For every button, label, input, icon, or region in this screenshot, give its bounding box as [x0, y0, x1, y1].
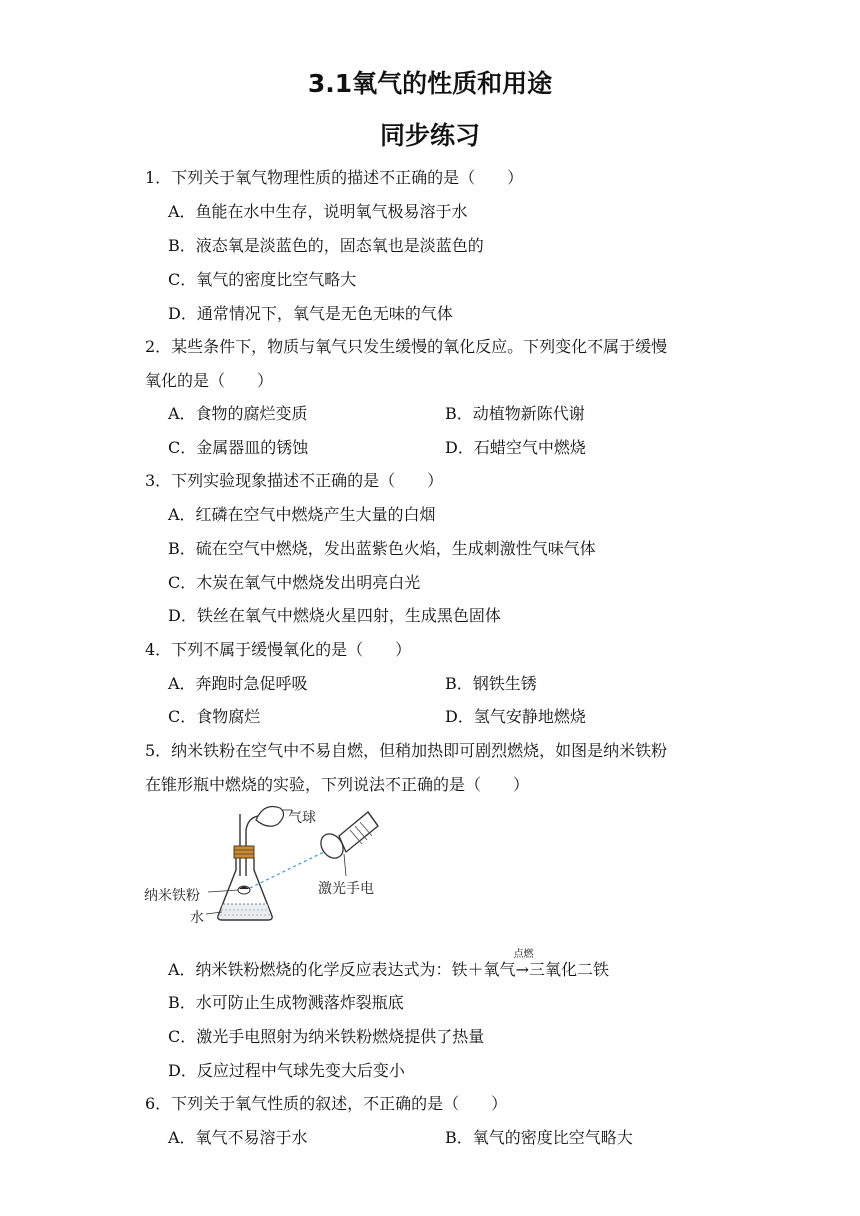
question-5-option-d: D．反应过程中气球先变大后变小	[168, 1061, 405, 1080]
question-1-option-b: B．液态氧是淡蓝色的，固态氧也是淡蓝色的	[168, 236, 484, 255]
iron-powder-label: 纳米铁粉	[144, 888, 200, 904]
question-5-option-b: B．水可防止生成物溅落炸裂瓶底	[168, 993, 404, 1012]
experiment-figure	[140, 800, 410, 928]
question-5-option-a	[168, 949, 609, 980]
question-5-stem-line2: 在锥形瓶中燃烧的实验，下列说法不正确的是（ ）	[145, 775, 530, 794]
question-3-stem: 3．下列实验现象描述不正确的是（ ）	[145, 471, 444, 490]
page-subtitle: 同步练习	[379, 121, 480, 150]
question-2-option-b: B．动植物新陈代谢	[445, 404, 585, 423]
question-2-option-d: D．石蜡空气中燃烧	[445, 438, 586, 457]
question-1-stem: 1．下列关于氧气物理性质的描述不正确的是（ ）	[145, 168, 524, 187]
question-1-option-d: D．通常情况下，氧气是无色无味的气体	[168, 304, 453, 323]
question-3-option-b: B．硫在空气中燃烧，发出蓝紫色火焰，生成刺激性气味气体	[168, 539, 596, 558]
question-6-option-a: A．氧气不易溶于水	[168, 1128, 308, 1147]
question-2-stem-line1: 2．某些条件下，物质与氧气只发生缓慢的氧化反应。下列变化不属于缓慢	[145, 337, 668, 356]
reaction-condition: 点燃	[513, 949, 534, 960]
question-4-option-d: D．氢气安静地燃烧	[445, 707, 586, 726]
question-2-stem-line2: 氧化的是（ ）	[145, 371, 274, 390]
balloon-label: 气球	[288, 810, 316, 826]
option-a-product: 三氧化二铁	[528, 960, 609, 979]
question-4-option-a: A．奔跑时急促呼吸	[168, 674, 308, 693]
question-2-option-a: A．食物的腐烂变质	[168, 404, 308, 423]
question-5-option-c: C．激光手电照射为纳米铁粉燃烧提供了热量	[168, 1027, 485, 1046]
question-6-option-b: B．氧气的密度比空气略大	[445, 1128, 633, 1147]
question-1-option-c: C．氧气的密度比空气略大	[168, 270, 357, 289]
water-label: 水	[190, 910, 204, 926]
question-4-option-c: C．食物腐烂	[168, 707, 261, 726]
reaction-arrow	[513, 949, 534, 979]
question-3-option-c: C．木炭在氧气中燃烧发出明亮白光	[168, 573, 421, 592]
question-1-option-a: A．鱼能在水中生存，说明氧气极易溶于水	[168, 202, 468, 221]
laser-flashlight-label: 激光手电	[318, 881, 374, 897]
flask-apparatus-diagram	[140, 800, 410, 928]
question-3-option-a: A．红磷在空气中燃烧产生大量的白烟	[168, 505, 436, 524]
arrow-icon: →	[515, 960, 529, 979]
option-a-prefix: A．纳米铁粉燃烧的化学反应表达式为：铁＋氧气	[168, 960, 516, 979]
question-3-option-d: D．铁丝在氧气中燃烧火星四射，生成黑色固体	[168, 606, 501, 625]
question-6-stem: 6．下列关于氧气性质的叙述，不正确的是（ ）	[145, 1094, 508, 1113]
page-title: 3.1氧气的性质和用途	[307, 69, 553, 98]
question-2-option-c: C．金属器皿的锈蚀	[168, 438, 309, 457]
question-4-stem: 4．下列不属于缓慢氧化的是（ ）	[145, 640, 412, 659]
question-5-stem-line1: 5．纳米铁粉在空气中不易自燃，但稍加热即可剧烈燃烧，如图是纳米铁粉	[145, 741, 668, 760]
question-4-option-b: B．钢铁生锈	[445, 674, 537, 693]
